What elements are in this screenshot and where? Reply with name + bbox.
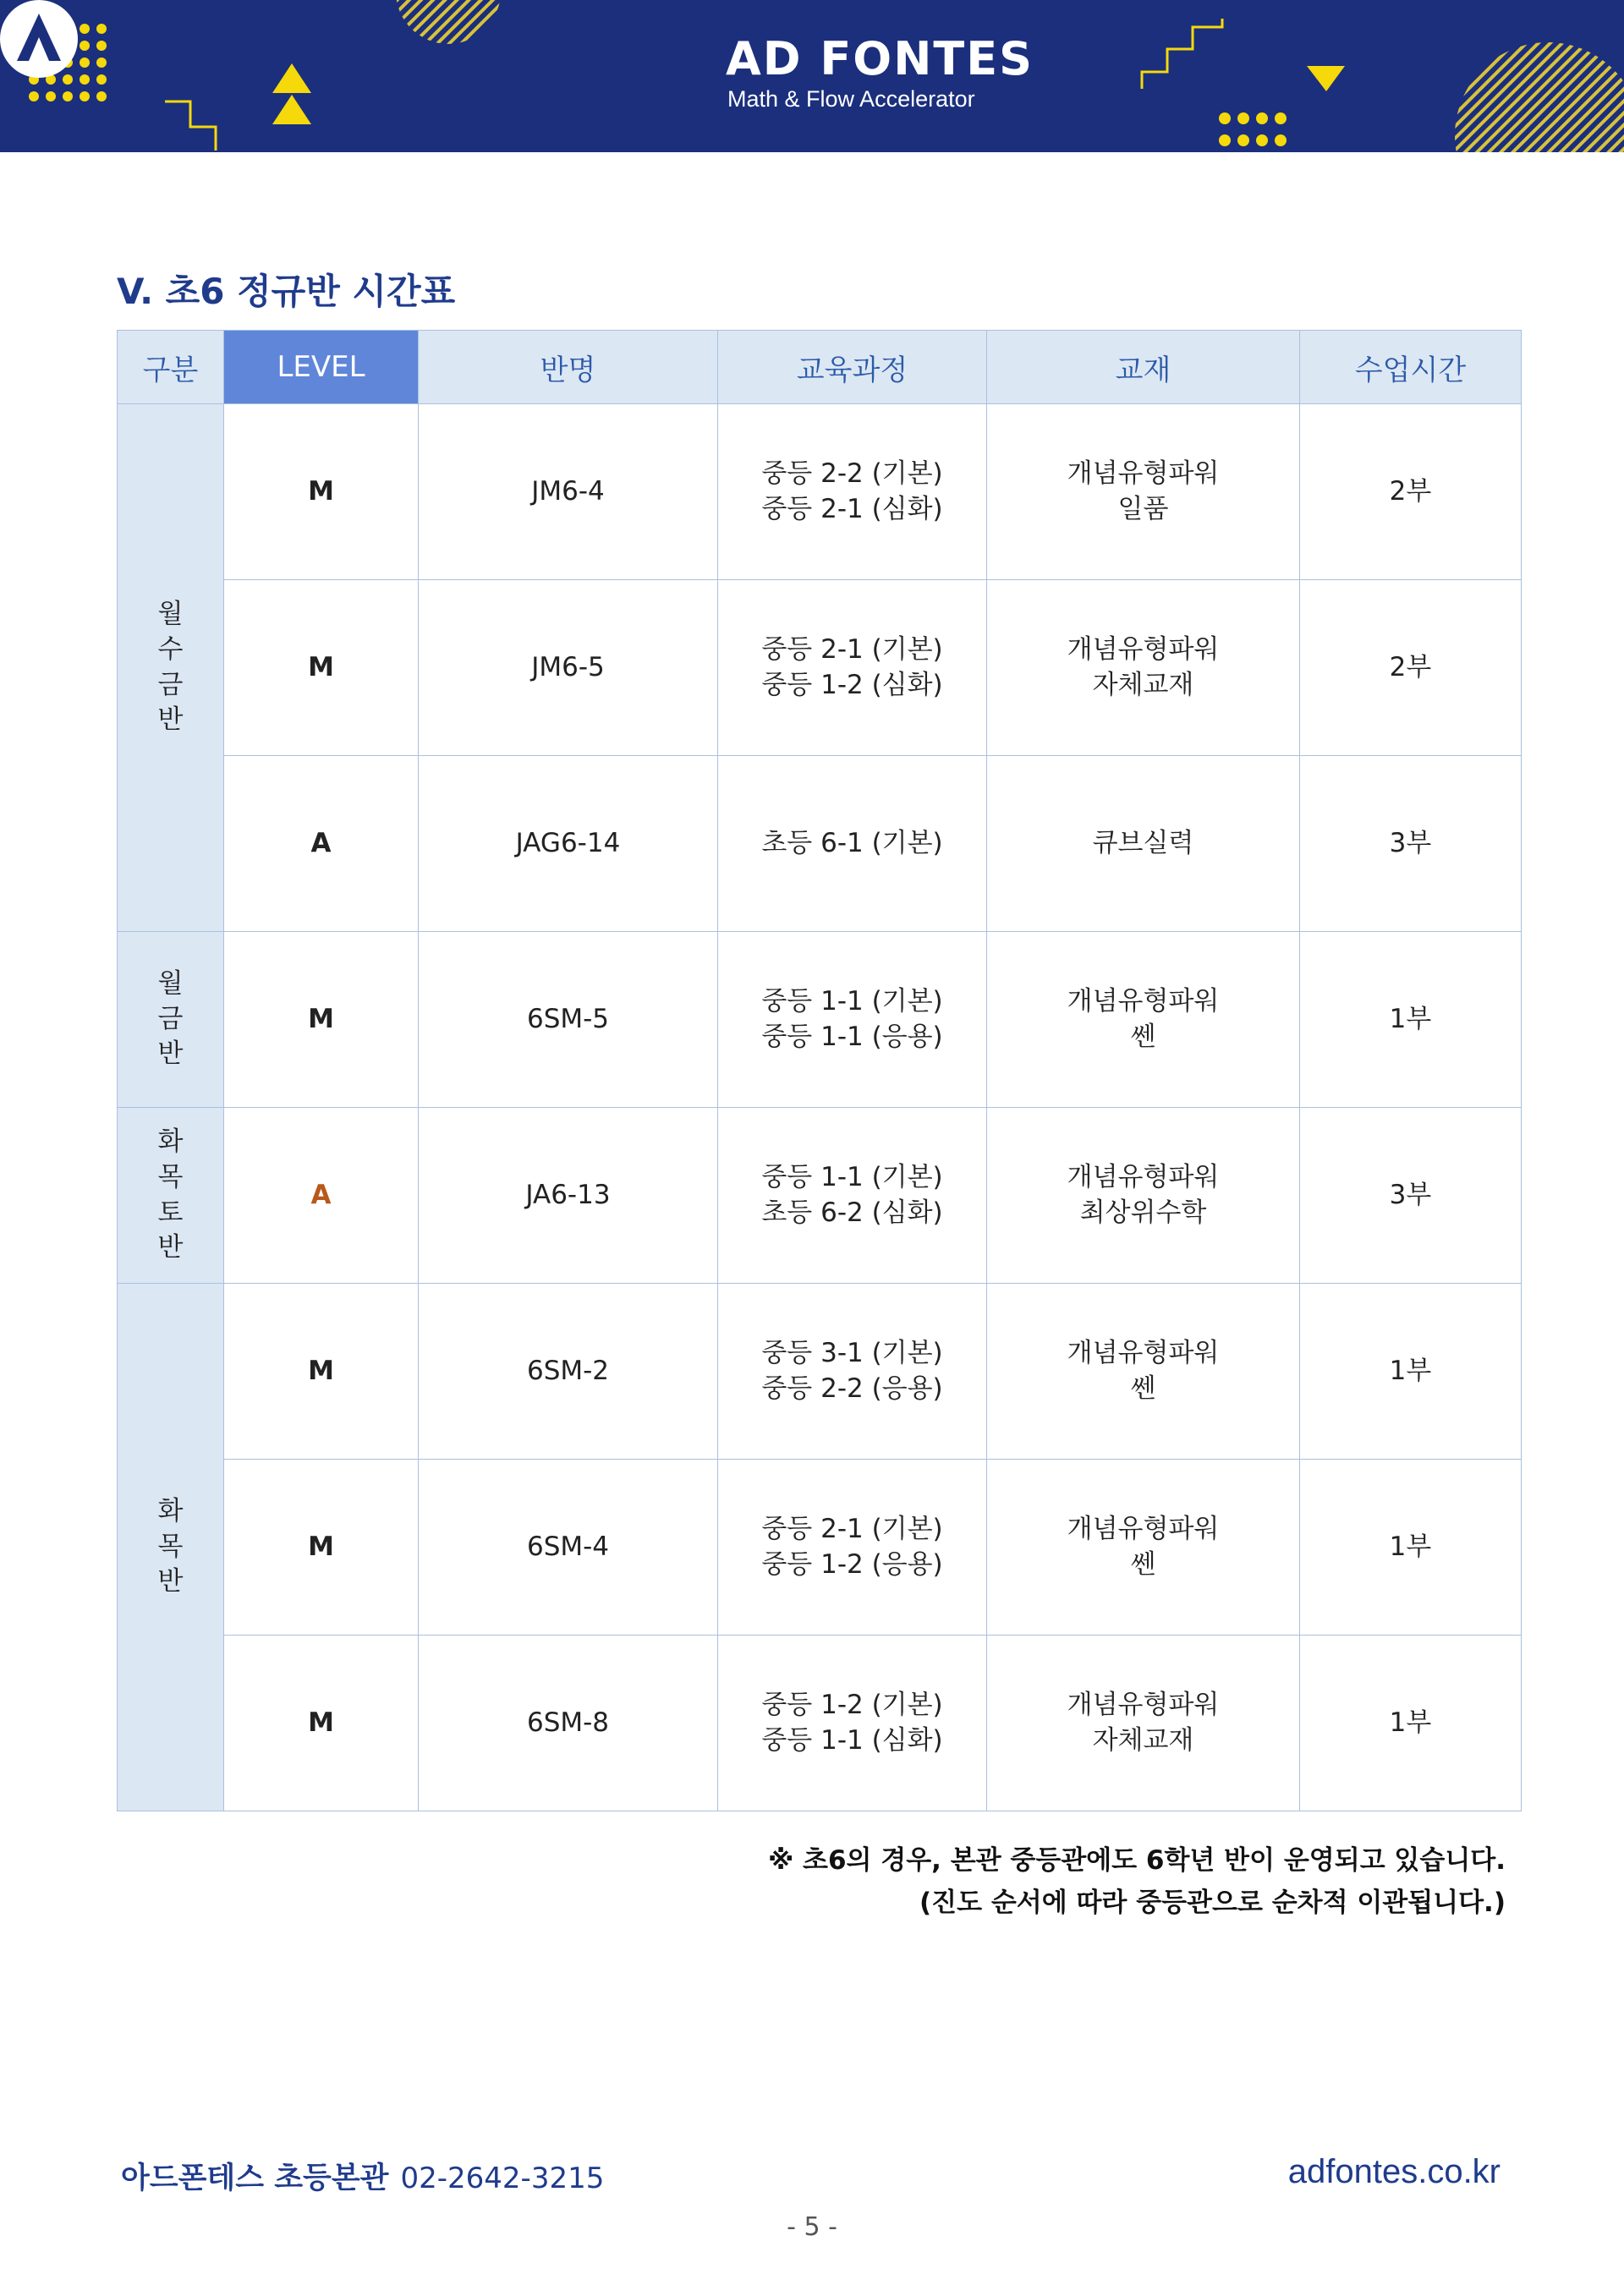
header-banner — [0, 0, 1624, 152]
curriculum-cell — [718, 756, 987, 932]
curriculum-line: 중등 2-2 (기본) — [761, 458, 943, 489]
textbook-line: 자체교재 — [1092, 669, 1194, 700]
textbook-line: 쎈 — [1130, 1021, 1156, 1052]
table-row — [118, 1636, 1522, 1811]
textbook-line: 개념유형파워 — [1067, 1513, 1220, 1544]
group-label-cell — [118, 404, 224, 932]
group-label-char: 월 — [157, 598, 184, 629]
class-time-cell: 1부 — [1300, 1460, 1522, 1636]
textbook-cell — [987, 1108, 1300, 1284]
class-name-cell: JM6-5 — [419, 580, 718, 756]
brand-tagline: Math & Flow Accelerator — [727, 86, 975, 112]
class-time-cell: 2부 — [1300, 580, 1522, 756]
textbook-line: 개념유형파워 — [1067, 633, 1220, 665]
triangle-up-icon — [272, 95, 311, 124]
header-class-time: 수업시간 — [1300, 331, 1522, 404]
textbook-line: 최상위수학 — [1079, 1197, 1207, 1228]
class-name-cell: 6SM-5 — [419, 932, 718, 1108]
table-row — [118, 756, 1522, 932]
class-time-cell: 3부 — [1300, 1108, 1522, 1284]
level-cell: M — [224, 1460, 419, 1636]
curriculum-line: 중등 2-1 (기본) — [761, 1513, 943, 1544]
curriculum-line: 중등 1-2 (기본) — [761, 1689, 943, 1720]
group-label-char: 금 — [157, 669, 184, 700]
textbook-cell — [987, 1636, 1300, 1811]
textbook-line: 개념유형파워 — [1067, 1337, 1220, 1368]
curriculum-line: 중등 1-1 (응용) — [761, 1021, 943, 1052]
class-name-cell: 6SM-4 — [419, 1460, 718, 1636]
header-class-name: 반명 — [419, 331, 718, 404]
table-row — [118, 580, 1522, 756]
curriculum-line: 초등 6-2 (심화) — [761, 1197, 943, 1228]
group-label-cell — [118, 1108, 224, 1284]
textbook-line: 일품 — [1117, 493, 1169, 524]
textbook-line: 자체교재 — [1092, 1724, 1194, 1756]
page-number: - 5 - — [787, 2212, 837, 2242]
textbook-cell — [987, 1460, 1300, 1636]
table-row — [118, 1460, 1522, 1636]
class-time-cell: 1부 — [1300, 1636, 1522, 1811]
curriculum-cell — [718, 404, 987, 580]
footer-website: adfontes.co.kr — [1287, 2153, 1501, 2190]
class-name-cell: 6SM-2 — [419, 1284, 718, 1460]
table-row — [118, 1108, 1522, 1284]
textbook-line: 큐브실력 — [1092, 827, 1194, 858]
footer-contact — [121, 2155, 604, 2197]
triangle-down-icon — [1307, 66, 1345, 91]
group-label-char: 반 — [157, 704, 184, 736]
group-label-char: 목 — [157, 1531, 184, 1562]
class-name-cell: JAG6-14 — [419, 756, 718, 932]
table-row — [118, 932, 1522, 1108]
curriculum-line: 중등 2-2 (응용) — [761, 1373, 943, 1404]
group-label-cell — [118, 932, 224, 1108]
curriculum-line: 중등 1-2 (응용) — [761, 1548, 943, 1580]
group-label-char: 반 — [157, 1566, 184, 1597]
curriculum-line: 초등 6-1 (기본) — [761, 827, 943, 858]
group-label-char: 반 — [157, 1232, 184, 1263]
schedule-table — [117, 330, 1522, 1811]
table-row — [118, 404, 1522, 580]
curriculum-line: 중등 1-1 (기본) — [761, 985, 943, 1016]
table-row — [118, 1284, 1522, 1460]
textbook-line: 개념유형파워 — [1067, 1689, 1220, 1720]
textbook-line: 개념유형파워 — [1067, 1161, 1220, 1192]
group-label-char: 목 — [157, 1161, 184, 1192]
level-cell: M — [224, 932, 419, 1108]
class-name-cell: JA6-13 — [419, 1108, 718, 1284]
curriculum-line: 중등 1-2 (심화) — [761, 669, 943, 700]
textbook-cell — [987, 580, 1300, 756]
note-line: (진도 순서에 따라 중등관으로 순차적 이관됩니다.) — [919, 1888, 1506, 1918]
stair-line-icon — [1142, 19, 1222, 89]
group-label-char: 월 — [157, 967, 184, 999]
level-cell: M — [224, 404, 419, 580]
textbook-cell — [987, 932, 1300, 1108]
stair-line-icon — [165, 101, 216, 151]
curriculum-cell — [718, 1460, 987, 1636]
group-label-char: 금 — [157, 1003, 184, 1034]
header-group: 구분 — [118, 331, 224, 404]
group-label-char: 반 — [157, 1038, 184, 1070]
striped-circle-icon — [396, 0, 501, 44]
table-header-row — [118, 331, 1522, 404]
triangle-up-icon — [272, 63, 311, 93]
group-label-char: 토 — [157, 1197, 184, 1228]
header-curriculum: 교육과정 — [718, 331, 987, 404]
level-cell: A — [224, 1108, 419, 1284]
class-time-cell: 1부 — [1300, 932, 1522, 1108]
class-time-cell: 3부 — [1300, 756, 1522, 932]
adfontes-logo-icon — [0, 0, 78, 78]
curriculum-line: 중등 2-1 (심화) — [761, 493, 943, 524]
textbook-cell — [987, 404, 1300, 580]
curriculum-line: 중등 1-1 (심화) — [761, 1724, 943, 1756]
group-label-char: 화 — [157, 1495, 184, 1526]
curriculum-cell — [718, 932, 987, 1108]
textbook-cell — [987, 1284, 1300, 1460]
footer-org: 아드폰테스 초등본관 — [121, 2162, 389, 2195]
textbook-line: 쎈 — [1130, 1548, 1156, 1580]
group-label-cell — [118, 1284, 224, 1811]
curriculum-line: 중등 2-1 (기본) — [761, 633, 943, 665]
curriculum-cell — [718, 1636, 987, 1811]
group-label-char: 화 — [157, 1126, 184, 1157]
section-title: V. 초6 정규반 시간표 — [117, 271, 456, 312]
level-cell: M — [224, 580, 419, 756]
brand-name: AD FONTES — [726, 32, 1034, 85]
textbook-cell — [987, 756, 1300, 932]
striped-circle-icon — [1455, 42, 1624, 152]
level-cell: M — [224, 1636, 419, 1811]
textbook-line: 개념유형파워 — [1067, 458, 1220, 489]
footer-phone: 02-2642-3215 — [400, 2162, 605, 2195]
class-name-cell: 6SM-8 — [419, 1636, 718, 1811]
class-time-cell: 1부 — [1300, 1284, 1522, 1460]
group-label-char: 수 — [157, 633, 184, 665]
header-level: LEVEL — [224, 331, 419, 404]
dot-grid-icon — [1219, 112, 1287, 146]
textbook-line: 쎈 — [1130, 1373, 1156, 1404]
level-cell: A — [224, 756, 419, 932]
curriculum-cell — [718, 1284, 987, 1460]
class-time-cell: 2부 — [1300, 404, 1522, 580]
header-textbook: 교재 — [987, 331, 1300, 404]
curriculum-cell — [718, 580, 987, 756]
curriculum-cell — [718, 1108, 987, 1284]
curriculum-line: 중등 3-1 (기본) — [761, 1337, 943, 1368]
class-name-cell: JM6-4 — [419, 404, 718, 580]
curriculum-line: 중등 1-1 (기본) — [761, 1161, 943, 1192]
note-line: ※ 초6의 경우, 본관 중등관에도 6학년 반이 운영되고 있습니다. — [768, 1845, 1506, 1876]
textbook-line: 개념유형파워 — [1067, 985, 1220, 1016]
level-cell: M — [224, 1284, 419, 1460]
